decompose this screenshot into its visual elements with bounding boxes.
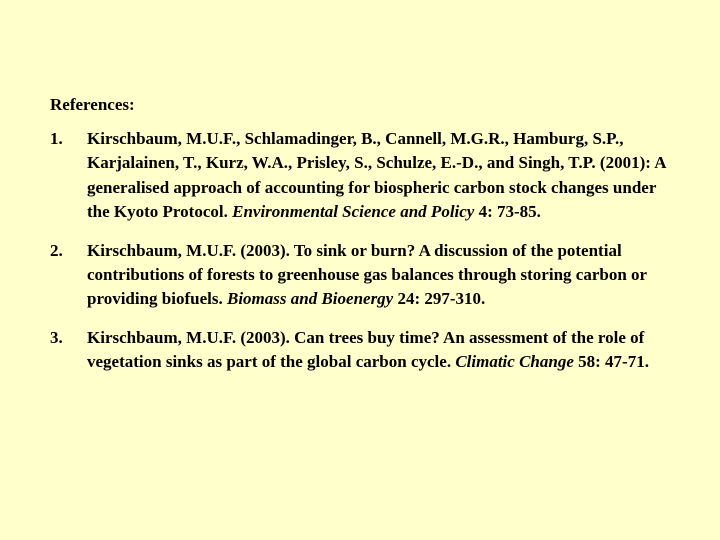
reference-text-block [87,326,670,375]
reference-number: 1. [50,129,63,148]
reference-citation: Kirschbaum, M.U.F. (2003). To sink or burn? A discussion of the potential contributions of forests to greenhouse gas balances through storing carbon or providing biofuels. [87,240,647,309]
reference-number: 3. [50,327,63,347]
references-heading: References: [50,95,135,114]
reference-citation: Kirschbaum, M.U.F. (2003). Can trees buy time? An assessment of the role of vegetation sinks as part of the global carbon cycle. [87,327,645,372]
reference-journal: Climatic Change [455,352,574,372]
reference-volume-pages: 24: 297-310. [393,289,486,309]
reference-item [50,127,670,225]
reference-text-block [87,127,670,225]
reference-number: 2. [50,240,63,260]
reference-journal: Environmental Science and Policy [232,202,475,222]
reference-citation: Kirschbaum, M.U.F., Schlamadinger, B., Cannell, M.G.R., Hamburg, S.P., Karjalainen, T., Kurz, W.A., Prisley, S., Schulze, E.-D., and Singh, T.P. (2001): A generalised approach of accounting for biospheric carbon stock changes under the Kyoto Protocol. [87,129,666,222]
reference-item [50,239,670,312]
reference-item [50,326,670,375]
reference-journal: Biomass and Bioenergy [226,289,394,309]
reference-volume-pages: 58: 47-71. [573,352,649,372]
reference-volume-pages: 4: 73-85. [474,202,541,222]
reference-text-block [87,239,670,312]
reference-list [50,127,670,389]
